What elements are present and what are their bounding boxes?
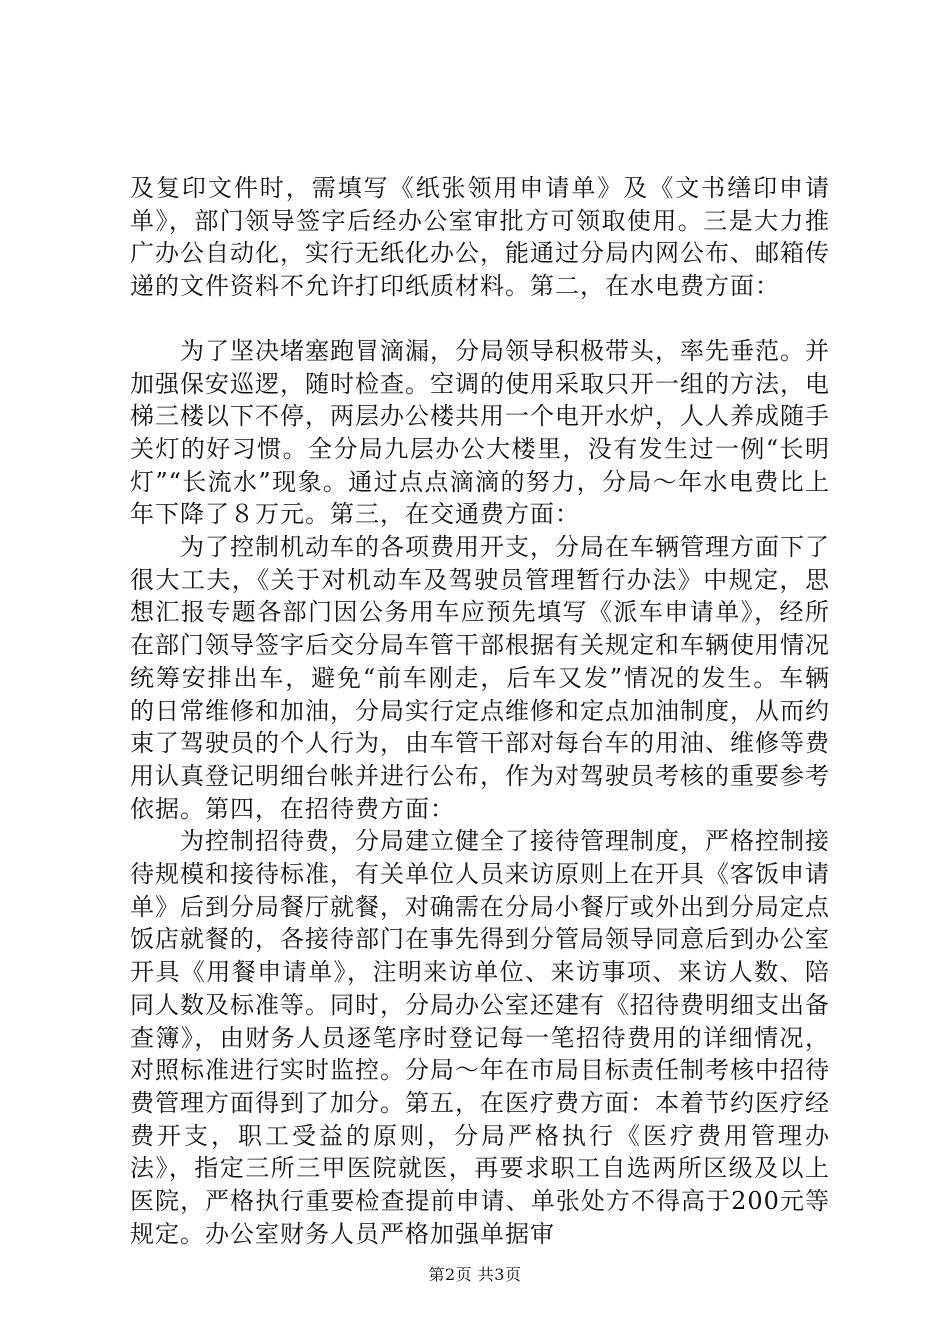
- paragraph-3: 为了控制机动车的各项费用开支，分局在车辆管理方面下了很大工夫，《关于对机动车及驾驶员管理暂行办法》中规定，思想汇报专题各部门因公务用车应预先填写《派车申请单》，经所在部门领导签字后交分局车管干部根据有关规定和车辆使用情况统筹安排出车，避免“前车刚走，后车又发”情况的发生。车辆的日常维修和加油，分局实行定点维修和定点加油制度，从而约束了驾驶员的个人行为，由车管干部对每台车的用油、维修等费用认真登记明细台帐并进行公布，作为对驾驶员考核的重要参考依据。第四，在招待费方面：: [130, 533, 830, 823]
- page-footer: 第2页 共3页: [428, 1265, 522, 1284]
- paragraph-1: 及复印文件时，需填写《纸张领用申请单》及《文书缮印申请单》，部门领导签字后经办公室审批方可领取使用。三是大力推广办公自动化，实行无纸化办公，能通过分局内网公布、邮箱传递的文件资料不允许打印纸质材料。第二，在水电费方面：: [130, 174, 830, 301]
- paragraph-4: 为控制招待费，分局建立健全了接待管理制度，严格控制接待规模和接待标准，有关单位人员来访原则上在开具《客饭申请单》后到分局餐厅就餐，对确需在分局小餐厅或外出到分局定点饭店就餐的，各接待部门在事先得到分管局领导同意后到办公室开具《用餐申请单》，注明来访单位、来访事项、来访人数、陪同人数及标准等。同时，分局办公室还建有《招待费明细支出备查簿》，由财务人员逐笔序时登记每一笔招待费用的详细情况，对照标准进行实时监控。分局～年在市局目标责任制考核中招待费管理方面得到了加分。第五，在医疗费方面：本着节约医疗经费开支，职工受益的原则，分局严格执行《医疗费用管理办法》，指定三所三甲医院就医，再要求职工自选两所区级及以上医院，严格执行重要检查提前申请、单张处方不得高于200元等规定。办公室财务人员严格加强单据审: [130, 827, 830, 1248]
- document-body: [130, 172, 830, 1251]
- paragraph-2: 为了坚决堵塞跑冒滴漏，分局领导积极带头，率先垂范。并加强保安巡逻，随时检查。空调的使用采取只开一组的方法，电梯三楼以下不停，两层办公楼共用一个电开水炉，人人养成随手关灯的好习惯。全分局九层办公大楼里，没有发生过一例“长明灯”“长流水”现象。通过点点滴滴的努力，分局～年水电费比上年下降了８万元。第三，在交通费方面：: [130, 336, 830, 529]
